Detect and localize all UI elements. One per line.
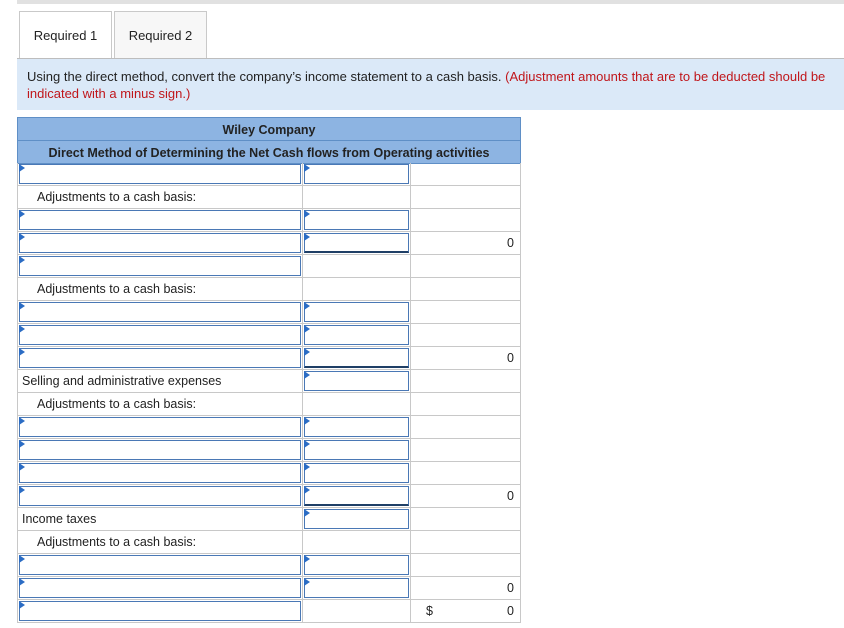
amount-input[interactable] [304,302,409,322]
amount-input[interactable] [304,486,409,506]
table-row [17,508,521,531]
amount-input[interactable] [304,463,409,483]
account-select[interactable] [19,325,301,345]
dropdown-icon [304,578,310,586]
subtotal-value: 0 [507,236,514,250]
amount-input[interactable] [304,440,409,460]
dropdown-icon [19,555,25,563]
currency-symbol: $ [426,604,433,618]
account-select[interactable] [19,486,301,506]
adjustments-label: Adjustments to a cash basis: [37,190,197,204]
table-row [17,554,521,577]
dropdown-icon [304,348,310,356]
table-row [17,393,521,416]
table-row [17,301,521,324]
amount-input[interactable] [304,371,409,391]
table-row [17,324,521,347]
account-select[interactable] [19,302,301,322]
dropdown-icon [304,486,310,494]
amount-input[interactable] [304,555,409,575]
subtotal-value: 0 [507,351,514,365]
amount-input[interactable] [304,509,409,529]
amount-input[interactable] [304,164,409,184]
dropdown-icon [19,325,25,333]
dropdown-icon [19,463,25,471]
dropdown-icon [304,463,310,471]
table-row [17,278,521,301]
dropdown-icon [304,555,310,563]
instructions-text: Using the direct method, convert the company’s income statement to a cash basis. [27,69,502,84]
amount-input[interactable] [304,325,409,345]
dropdown-icon [304,210,310,218]
dropdown-icon [19,302,25,310]
account-select[interactable] [19,417,301,437]
table-row [17,485,521,508]
dropdown-icon [19,601,25,609]
dropdown-icon [304,302,310,310]
table-row [17,462,521,485]
dropdown-icon [19,164,25,172]
account-select[interactable] [19,555,301,575]
dropdown-icon [19,440,25,448]
company-header: Wiley Company [17,117,521,141]
table-row [17,232,521,255]
top-divider [17,0,844,4]
table-row [17,209,521,232]
dropdown-icon [19,233,25,241]
account-select[interactable] [19,440,301,460]
dropdown-icon [304,233,310,241]
subtotal-value: 0 [507,581,514,595]
dropdown-icon [19,486,25,494]
table-row [17,163,521,186]
account-select[interactable] [19,210,301,230]
account-select[interactable] [19,233,301,253]
dropdown-icon [304,417,310,425]
amount-input[interactable] [304,233,409,253]
dropdown-icon [19,256,25,264]
account-select[interactable] [19,348,301,368]
adjustments-label: Adjustments to a cash basis: [37,535,197,549]
dropdown-icon [19,578,25,586]
account-select[interactable] [19,463,301,483]
adjustments-label: Adjustments to a cash basis: [37,397,197,411]
table-row [17,439,521,462]
table-row [17,347,521,370]
account-select[interactable] [19,578,301,598]
amount-input[interactable] [304,578,409,598]
account-select[interactable] [19,601,301,621]
table-title: Direct Method of Determining the Net Cash flows from Operating activities [17,140,521,164]
dropdown-icon [19,348,25,356]
adjustments-label: Adjustments to a cash basis: [37,282,197,296]
account-select[interactable] [19,256,301,276]
account-select[interactable] [19,164,301,184]
dropdown-icon [304,325,310,333]
instructions-panel [17,59,844,110]
table-row [17,600,521,623]
table-row [17,416,521,439]
tab-required-2[interactable] [114,11,207,58]
table-row [17,370,521,393]
instructions-note: (Adjustment amounts that are to be deducted should be indicated with a minus sign.) [27,69,826,101]
tab-required-2-label: Required 2 [128,28,193,43]
total-value: 0 [507,604,514,618]
table-row [17,255,521,278]
table-row [17,531,521,554]
tab-required-1-label: Required 1 [33,28,98,43]
dropdown-icon [19,210,25,218]
dropdown-icon [304,371,310,379]
income-taxes-label: Income taxes [22,512,97,526]
subtotal-value: 0 [507,489,514,503]
table-row [17,186,521,209]
dropdown-icon [19,417,25,425]
dropdown-icon [304,440,310,448]
amount-input[interactable] [304,210,409,230]
table-row [17,577,521,600]
dropdown-icon [304,509,310,517]
selling-admin-label: Selling and administrative expenses [22,374,222,388]
amount-input[interactable] [304,348,409,368]
tab-required-1[interactable] [19,11,112,59]
dropdown-icon [304,164,310,172]
amount-input[interactable] [304,417,409,437]
